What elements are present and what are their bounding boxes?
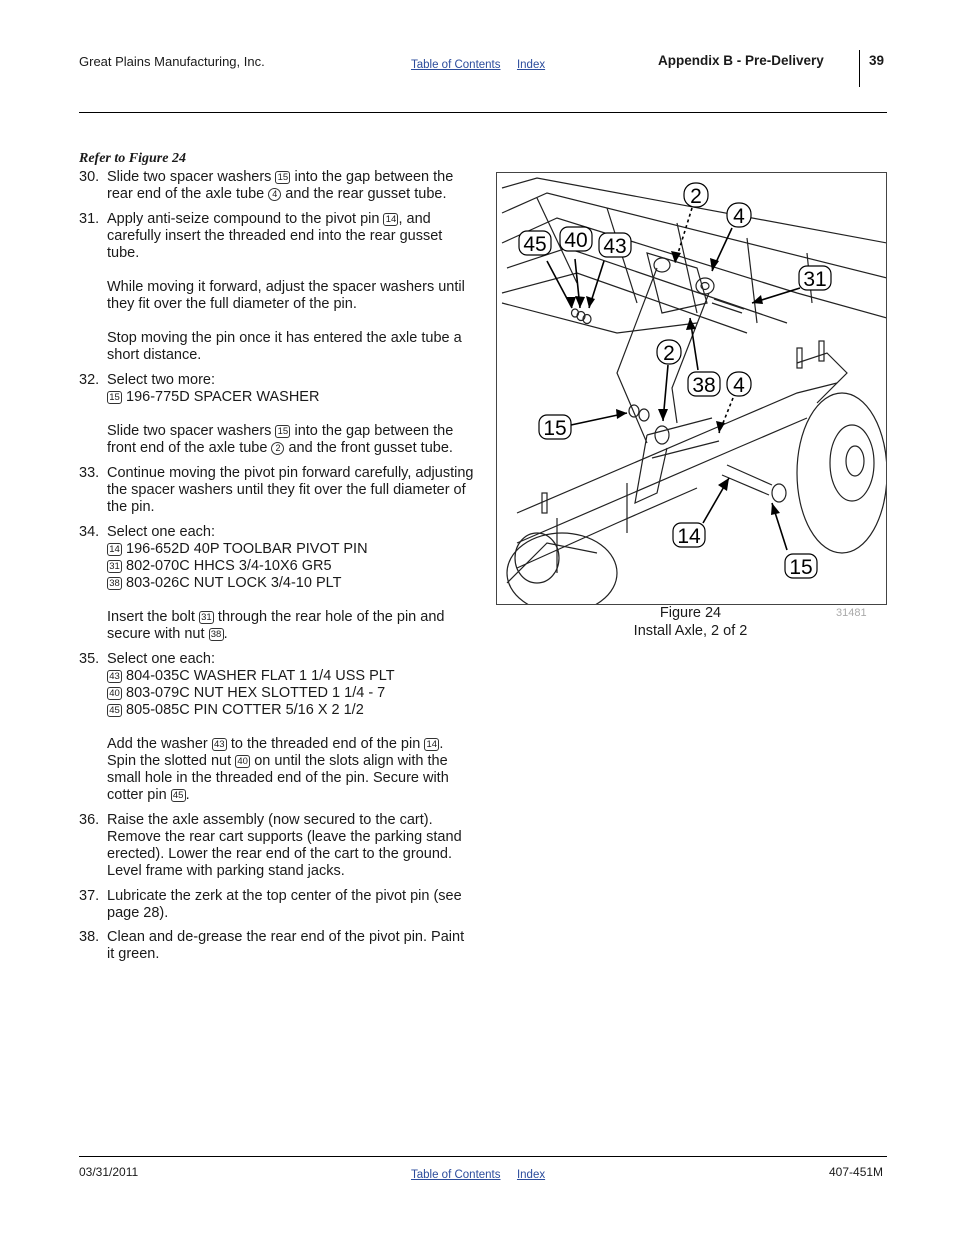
step-paragraph: Add the washer 43 to the threaded end of the pin 14 . Spin the slotted nut 40 on until the slots align with the small hole in the threaded end of the pin. Secure with cotter pin 45 . xyxy=(107,735,449,804)
step-paragraph: Select one each: 14 196-652D 40P TOOLBAR PIVOT PIN 31 802-070C HHCS 3/4-10X6 GR5 38 803-026C NUT LOCK 3/4-10 PLT xyxy=(107,523,368,591)
callout-45 xyxy=(519,231,551,256)
header-section-title: Appendix B - Pre-Delivery xyxy=(658,53,824,68)
part-callout: 15 xyxy=(275,171,290,184)
footer-date: 03/31/2011 xyxy=(79,1165,139,1179)
svg-text:43: 43 xyxy=(603,235,627,258)
step-number: 35. xyxy=(79,650,100,667)
part-callout: 15 xyxy=(107,391,122,404)
part-callout: 31 xyxy=(199,611,214,624)
part-callout: 38 xyxy=(209,628,224,641)
step-31 xyxy=(79,211,474,365)
part-callout-circle: 4 xyxy=(268,188,281,201)
svg-text:2: 2 xyxy=(663,342,675,365)
callout-31 xyxy=(799,266,831,291)
axle-assembly-drawing xyxy=(497,173,886,604)
figure-number: Figure 24 xyxy=(659,605,722,621)
part-callout: 40 xyxy=(235,755,250,768)
callout-43 xyxy=(599,233,631,258)
figure-reference: Refer to Figure 24 xyxy=(79,151,186,166)
callout-15-left xyxy=(539,415,571,440)
step-number: 36. xyxy=(79,811,100,828)
step-paragraph: Lubricate the zerk at the top center of the pivot pin (see page 28). xyxy=(107,887,462,921)
svg-text:15: 15 xyxy=(543,417,567,440)
svg-text:40: 40 xyxy=(564,229,588,252)
part-callout: 45 xyxy=(107,704,122,717)
step-32 xyxy=(79,372,474,457)
instruction-steps xyxy=(79,169,474,971)
svg-text:31: 31 xyxy=(803,268,827,291)
svg-text:2: 2 xyxy=(690,185,702,208)
step-38 xyxy=(79,929,474,963)
header-rule xyxy=(79,112,887,113)
step-number: 32. xyxy=(79,371,100,388)
svg-text:38: 38 xyxy=(692,374,716,397)
header-links xyxy=(411,55,545,73)
callout-40 xyxy=(560,227,592,252)
step-paragraph: Slide two spacer washers 15 into the gap between the rear end of the axle tube 4 and the rear gusset tube. xyxy=(107,169,454,203)
svg-text:15: 15 xyxy=(789,556,813,579)
step-34 xyxy=(79,524,474,644)
part-callout-circle: 2 xyxy=(271,442,284,455)
step-paragraph: Select one each: 43 804-035C WASHER FLAT 1 1/4 USS PLT 40 803-079C NUT HEX SLOTTED 1 1/4 - 7 45 805-085C PIN COTTER 5/16 X 2 1/2 xyxy=(107,650,395,718)
step-paragraph: Apply anti-seize compound to the pivot pin 14 , and carefully insert the threaded end into the rear gusset tube. xyxy=(107,210,443,261)
step-paragraph: Raise the axle assembly (now secured to the cart). Remove the rear cart supports (leave the parking stand erected). Lower the rear end of the cart to the ground. Level frame with parking stand jacks. xyxy=(107,811,462,880)
header-company: Great Plains Manufacturing, Inc. xyxy=(79,54,265,69)
step-number: 38. xyxy=(79,929,100,946)
part-callout: 31 xyxy=(107,560,122,573)
header-index-link[interactable]: Index xyxy=(516,59,546,71)
figure-24-illustration xyxy=(496,172,887,605)
step-number: 34. xyxy=(79,523,100,540)
footer-rule xyxy=(79,1156,887,1157)
svg-text:14: 14 xyxy=(677,525,701,548)
callout-4-top xyxy=(727,203,751,228)
part-callout: 43 xyxy=(212,738,227,751)
step-paragraph: Continue moving the pivot pin forward carefully, adjusting the spacer washers until they fit over the full diameter of the pin. xyxy=(107,464,474,515)
step-paragraph: Slide two spacer washers 15 into the gap between the front end of the axle tube 2 and the front gusset tube. xyxy=(107,423,454,457)
part-callout: 14 xyxy=(383,213,398,226)
svg-text:4: 4 xyxy=(733,374,745,397)
step-37 xyxy=(79,888,474,922)
footer-toc-link[interactable]: Table of Contents xyxy=(411,1169,501,1181)
header-toc-link[interactable]: Table of Contents xyxy=(411,59,501,71)
part-callout: 45 xyxy=(171,789,186,802)
part-callout: 40 xyxy=(107,687,122,700)
step-35 xyxy=(79,651,474,805)
callout-4-middle xyxy=(727,372,751,397)
step-33 xyxy=(79,465,474,516)
header-divider xyxy=(859,50,860,87)
step-paragraph: Select two more: 15 196-775D SPACER WASHER xyxy=(107,371,320,405)
part-callout: 14 xyxy=(107,543,122,556)
step-paragraph: Insert the bolt 31 through the rear hole of the pin and secure with nut 38 . xyxy=(107,608,445,642)
callout-14 xyxy=(673,523,705,548)
step-paragraph: Stop moving the pin once it has entered the axle tube a short distance. xyxy=(107,330,462,364)
step-number: 31. xyxy=(79,210,100,227)
callout-2-middle xyxy=(657,340,681,365)
step-number: 30. xyxy=(79,169,100,185)
callout-15-right xyxy=(785,554,817,579)
svg-text:45: 45 xyxy=(523,233,547,256)
svg-text:4: 4 xyxy=(733,205,745,228)
step-paragraph: While moving it forward, adjust the spacer washers until they fit over the full diameter of the pin. xyxy=(107,278,465,313)
step-number: 37. xyxy=(79,887,100,904)
part-callout: 14 xyxy=(424,738,439,751)
figure-title: Install Axle, 2 of 2 xyxy=(633,622,748,639)
footer-doc-number: 407-451M xyxy=(829,1165,884,1179)
step-number: 33. xyxy=(79,464,100,481)
footer-links xyxy=(411,1165,545,1183)
footer-index-link[interactable]: Index xyxy=(516,1169,546,1181)
callout-38 xyxy=(688,372,720,397)
figure-caption xyxy=(496,605,885,640)
page-number: 39 xyxy=(869,53,885,68)
part-callout: 38 xyxy=(107,577,122,590)
part-callout: 15 xyxy=(275,425,290,438)
callout-2-top xyxy=(684,183,708,208)
step-paragraph: Clean and de-grease the rear end of the pivot pin. Paint it green. xyxy=(107,929,465,963)
step-36 xyxy=(79,812,474,880)
figure-image-id: 31481 xyxy=(836,607,867,619)
part-callout: 43 xyxy=(107,670,122,683)
step-30 xyxy=(79,169,474,203)
